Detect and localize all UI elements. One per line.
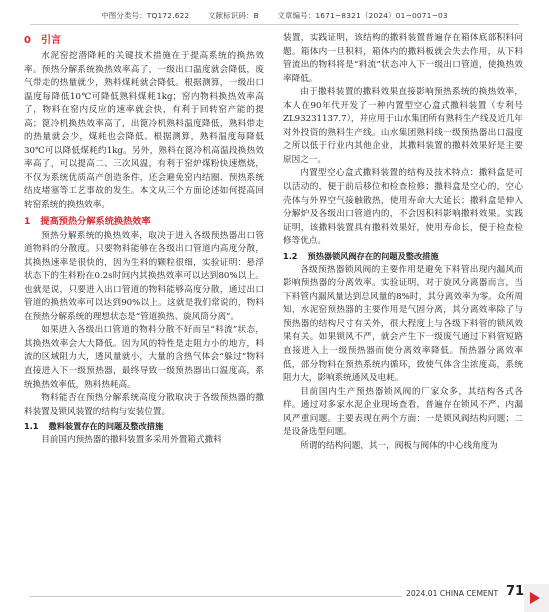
journal-issue: 2024.01 CHINA CEMENT (402, 589, 502, 598)
left-column (24, 32, 264, 448)
page-number: 71 (506, 584, 525, 599)
paragraph: 如果进入各级出口管道的物料分散不好而呈“料流”状态，其换热效率会大大降低。因为风的特性是走阻力小的地方，料流的区域阻力大，透风量就小，大量的含热气体会“躲过”物料直接进入下一级预热器，最终导致一级预热器出口温度高，系统换热效率低，熟料热耗高。 (24, 325, 264, 390)
page-header (0, 10, 549, 21)
footer-divider (30, 596, 436, 597)
section-heading-1 (24, 213, 264, 230)
section-heading-intro (24, 32, 264, 50)
subsection-number: 1.2 (283, 250, 298, 261)
subsection-title: 撒料装置存在的问题及整改措施 (48, 421, 164, 432)
subsection-heading-1-1 (24, 419, 264, 434)
subsection-title: 预热器锁风阀存在的问题及整改措施 (307, 250, 439, 261)
paragraph: 目前国内预热器的撒料装置多采用外置箱式撒料 (41, 435, 222, 446)
section-title: 引言 (40, 35, 61, 46)
page-footer (0, 584, 549, 612)
paragraph: 水泥窑挖潜降耗的关键技术措施在于提高系统的换热效率。预热分解系统换热效率高了，一级出口温度就会降低，废气带走的热量就少，熟料煤耗就会降低。根据测算，一级出口温度每降低10℃可降低熟料煤耗1kg；窑内物料换热效率高了，物料在窑内反应的速率就会快，有利于回转窑产能的提高；篦冷机换热效率高了，出篦冷机熟料温度降低，熟料带走的热量就会少，煤耗也会降低。根据测算，熟料温度每降低30℃可以降低煤耗约1kg。另外，熟料在篦冷机高温段换热效率高了，可以提高二、三次风温，有利于窑炉煤粉快速燃烧，不仅为系统优质高产创造条件，还会避免窑内结圈、预热系统结皮堵塞等工艺事故的发生。本文从三个方面论述如何提高回转窑系统的换热效率。 (24, 51, 264, 211)
paragraph: 由于撒料装置的撒料效果直接影响预热系统的换热效率，本人在90年代开发了一种内置型空心盒式撒料装置（专利号ZL93231137.7），并应用于山水集团所有熟料生产线及近几年对外投资的熟料生产线。山水集团熟料线一级预热器出口温度之所以低于行业内其他企业，其撒料装置的撒料效果好是主要原因之一。 (283, 87, 523, 165)
header-divider (30, 24, 519, 25)
paragraph: 所谓的结构问题，其一，阀板与阀体的中心线角度为 (300, 440, 498, 451)
paragraph: 预热分解系统的换热效率，取决于进入各级预热器出口管道物料的分散度。只要物料能够在各级出口管道内高度分散，其换热速率是很快的，因为生料的颗粒很细，实验证明：悬浮状态下的生料粉在0.2s时间内其换热效率可以达到80%以上。也就是说，只要进入出口管道的物料能够高度分散，通过出口管道的换热效率可以达到90%以上。这就是我们常说的，物料在预热分解系统的理想状态是“管道换热、旋风筒分离”。 (24, 230, 264, 322)
right-column (283, 32, 523, 453)
document-code: 文献标识码：B (208, 11, 259, 20)
page-corner-arrow-icon (524, 584, 549, 612)
paragraph-continued: 装置，实践证明，该结构的撒料装置普遍存在箱体底部积料问题。箱体内一旦积料，箱体内的撒料板就会失去作用，从下料管流出的物料将是“料流”状态冲入下一级出口管道，使换热效率降低。 (283, 33, 523, 84)
section-number: 1 (24, 215, 31, 227)
paragraph: 物料能否在预热分解系统高度分散取决于各级预热器的撒料装置及锁风装置的结构与安装位置。 (24, 393, 264, 417)
subsection-heading-1-2 (283, 249, 523, 264)
classification-number: 中图分类号：TQ172.622 (101, 11, 190, 20)
section-number: 0 (24, 35, 31, 46)
paragraph: 各级预热器锁风阀的主要作用是避免下料管出现内漏风而影响预热器的分离效率。实验证明，对于旋风分离器而言，当下料管内漏风量达到总风量的8%时，其分离效率为零。众所周知，水泥窑预热器的主要作用是气固分离，其分离效率除了与预热器的结构尺寸有关外，很大程度上与各级下料管的锁风效果有关。如果锁风不严，就会产生下一级废气通过下料管短路直接进入上一级预热器而使分离效率降低。预热器分离效率低，部分物料在预热系统内循环，致使气体含尘浓度高，系统阻力大，影响系统通风及电耗。 (283, 264, 523, 384)
article-number: 文章编号：1671−8321（2024）01−0071−03 (277, 11, 448, 20)
section-title: 提高预热分解系统换热效率 (40, 215, 151, 227)
paragraph: 目前国内生产预热器锁风阀的厂家众多，其结构各式各样。通过对多家水泥企业现场查看，普遍存在锁风不严、内漏风严重问题。主要表现在两个方面：一是锁风阀结构问题；二是设备选型问题。 (283, 386, 523, 438)
subsection-number: 1.1 (24, 421, 39, 432)
paragraph: 内置型空心盒式撒料装置的结构及技术特点：撒料盒是可以活动的，便于前后移位和检查检修；撒料盒是空心的，空心壳体与外界空气接触散热，使用寿命大大延长；撒料盒是伸入分解炉及各级出口管道内的，不会因积料影响撒料效果。实践证明，该撒料装置具有撒料效果好，使用寿命长，便于检查检修等优点。 (283, 168, 523, 247)
